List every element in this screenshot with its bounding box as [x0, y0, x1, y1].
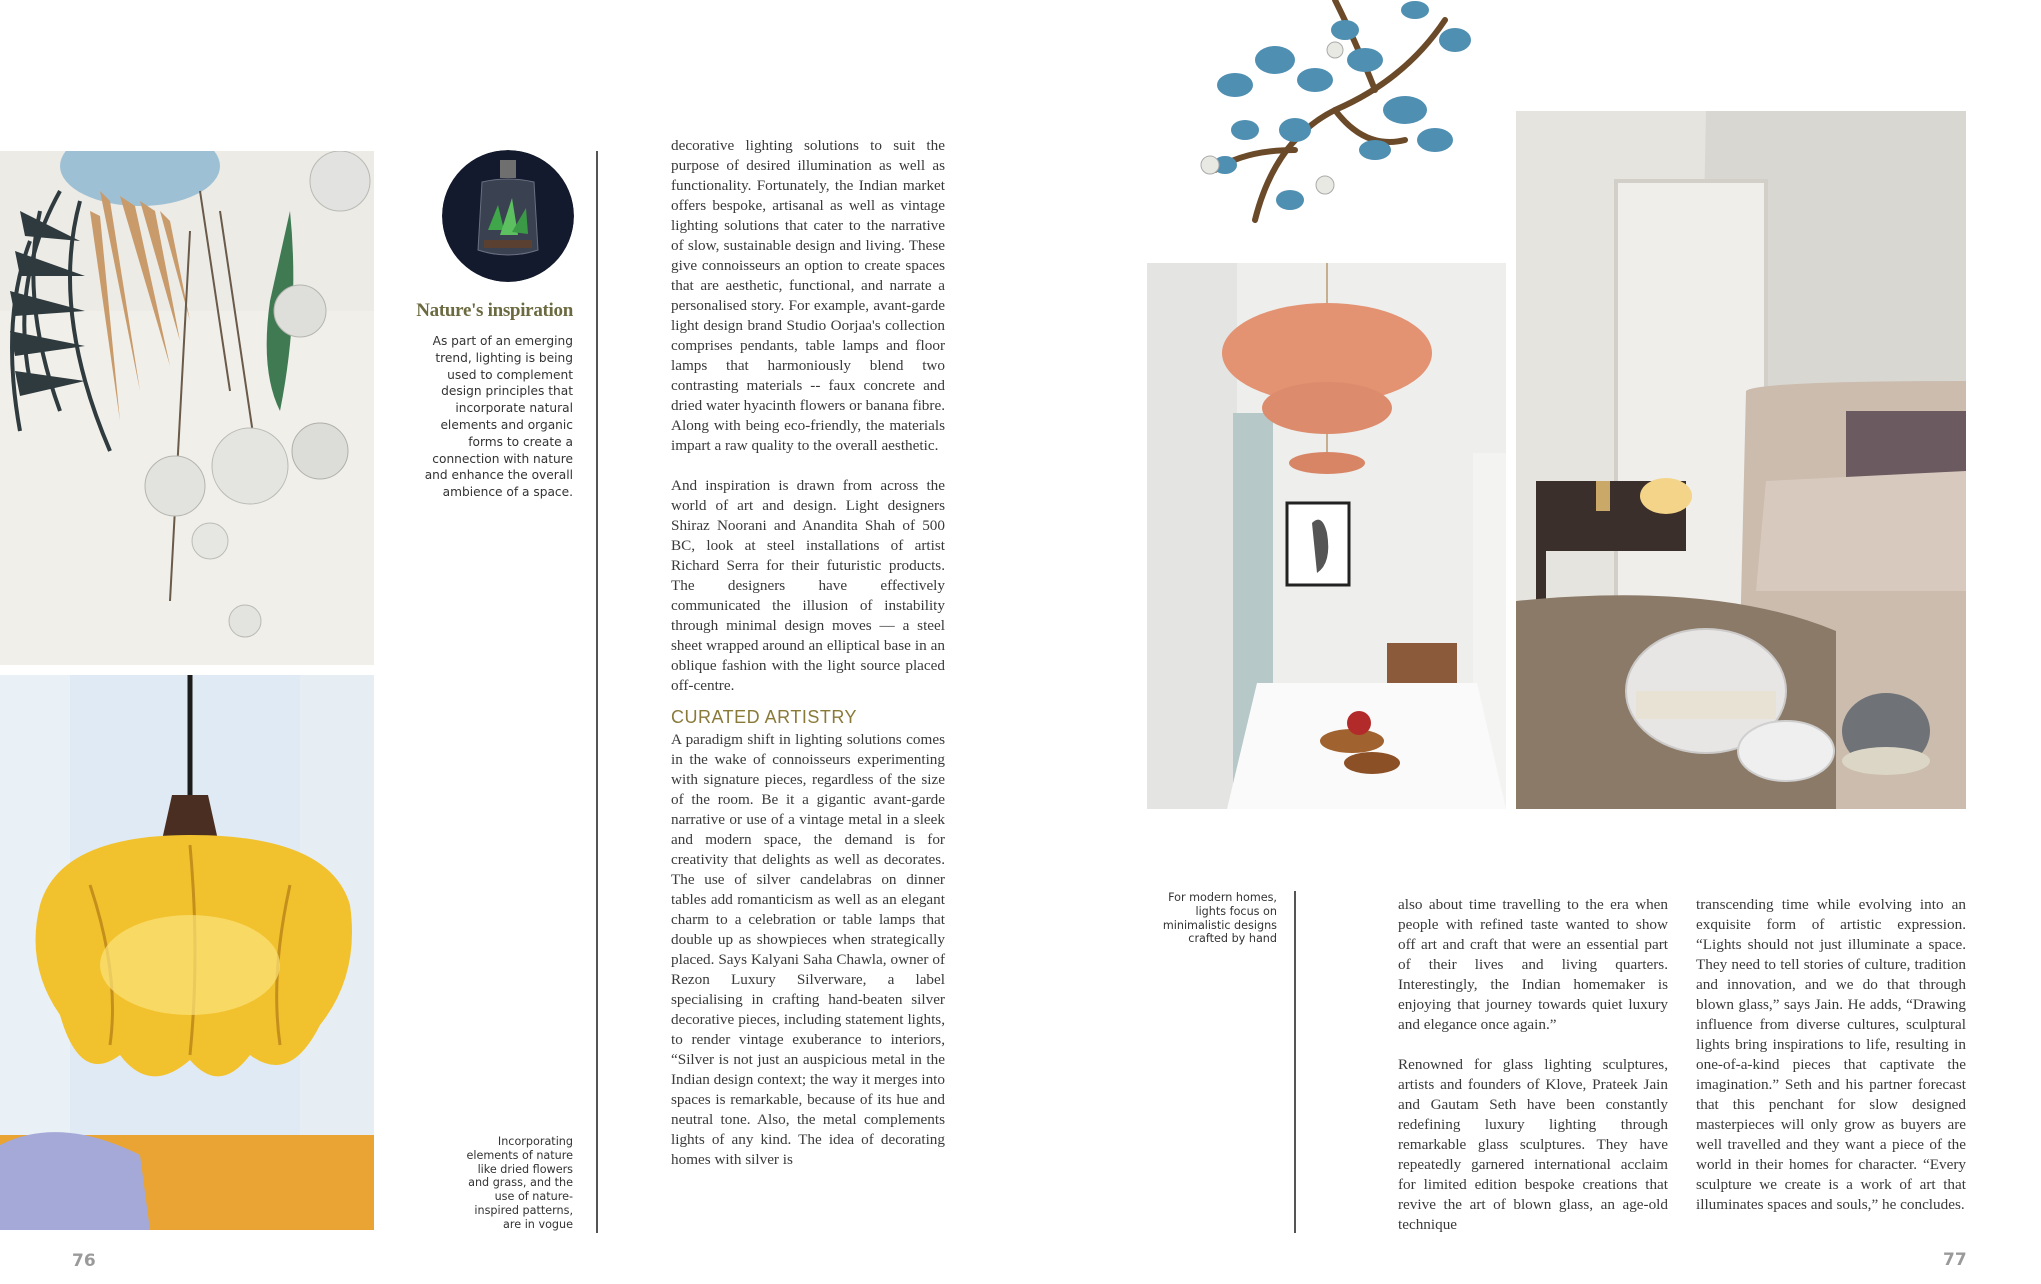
sidebar-text: As part of an emerging trend, lighting is being used to complement design principles that incorporate natural elements and organic forms to create a connection with nature and enhance the overall ambience of a space.: [424, 334, 573, 500]
right-article-column-1: [1398, 895, 1668, 1235]
photo-bedroom-glass-lamps: [1516, 111, 1966, 809]
left-paragraph-1: decorative lighting solutions to suit the purpose of desired illumination as well as functionality. Fortunately, the Indian market offers bespoke, artisanal as well as vintage lighting solutions that cater to the narrative of slow, sustainable design and living. These give connoisseurs an option to create spaces that are aesthetic, functional, and narrate a personalised story. For example, avant-garde light design brand Studio Oorjaa's collection comprises pendants, table lamps and floor lamps that harmoniously blend two contrasting materials -- faux concrete and dried water hyacinth flowers or banana fibre. Along with being eco-friendly, the materials impart a raw quality to the overall aesthetic.: [671, 137, 945, 454]
photo-yellow-pendant-lamp: [0, 675, 374, 1230]
photo-copper-pendant-room: [1147, 263, 1506, 809]
photo-botanical-chandelier: [0, 151, 374, 665]
left-photo-caption: Incorporating elements of nature like dried flowers and grass, and the use of nature-inspired patterns, are in vogue: [466, 1135, 573, 1231]
right-column-rule: [1294, 891, 1296, 1233]
right-photo-caption: For modern homes, lights focus on minimalistic designs crafted by hand: [1162, 891, 1277, 946]
left-article-column: [671, 136, 945, 1170]
right-col2-paragraph-1: transcending time while evolving into an exquisite form of artistic expression. “Lights should not just illuminate a space. They need to tell stories of culture, tradition and innovation, and we do that through blown glass,” says Jain. He adds, “Drawing influence from diverse cultures, sculptural lights bring inspirations to life, resulting in one-of-a-kind pieces that captivate the imagination.” Seth and his partner forecast that this penchant for slow designed masterpieces will only grow as buyers are well travelled and they want a piece of the world in their homes for character. “Every sculpture we create is a work of art that illuminates spaces and souls,” he concludes.: [1696, 896, 1966, 1213]
page-number-right: 77: [1943, 1250, 1967, 1270]
page-number-left: 76: [72, 1251, 96, 1271]
left-paragraph-2: And inspiration is drawn from across the world of art and design. Light designers Shiraz Noorani and Anandita Shah of 500 BC, look at steel installations of artist Richard Serra for their futuristic products. The designers have effectively communicated the illusion of instability through minimal design moves — a steel sheet wrapped around an elliptical base in an oblique fashion with the light source placed off-centre.: [671, 477, 945, 694]
right-article-column-2: [1696, 895, 1966, 1215]
right-col1-paragraph-2: Renowned for glass lighting sculptures, artists and founders of Klove, Prateek Jain and Gautam Seth have been constantly redefining luxury lighting through remarkable glass sculptures. They have repeatedly garnered international acclaim for limited edition bespoke creations that revive the art of blown glass, an age-old technique: [1398, 1056, 1668, 1233]
photo-terrarium-lamp: [442, 150, 574, 282]
left-column-rule: [596, 151, 598, 1233]
photo-branch-chandelier: [1175, 0, 1505, 226]
sidebar-title: Nature's inspiration: [416, 300, 573, 321]
section-heading: CURATED ARTISTRY: [671, 707, 858, 727]
right-col1-paragraph-1: also about time travelling to the era when people with refined taste wanted to show off art and craft that were an essential part of their lives and living quarters. Interestingly, the Indian homemaker is enjoying that journey towards quiet luxury and elegance once again.”: [1398, 896, 1668, 1033]
left-paragraph-3: A paradigm shift in lighting solutions comes in the wake of connoisseurs experimenting with signature pieces, regardless of the size of the room. Be it a gigantic avant-garde narrative or use of a vintage metal in a sleek and modern space, the demand is for creativity that delights as well as decorates. The use of silver candelabras on dinner tables add romanticism as well as an elegant charm to a celebration or table lamps that double up as showpieces when strategically placed. Says Kalyani Saha Chawla, owner of Rezon Luxury Silverware, a label specialising in crafting hand-beaten silver decorative pieces, including statement lights, to render vintage exuberance to interiors, “Silver is not just an auspicious metal in the Indian design context; the way it merges into spaces is remarkable, because of its hue and neutral tone. Also, the metal complements lights of any kind. The idea of decorating homes with silver is: [671, 731, 945, 1168]
